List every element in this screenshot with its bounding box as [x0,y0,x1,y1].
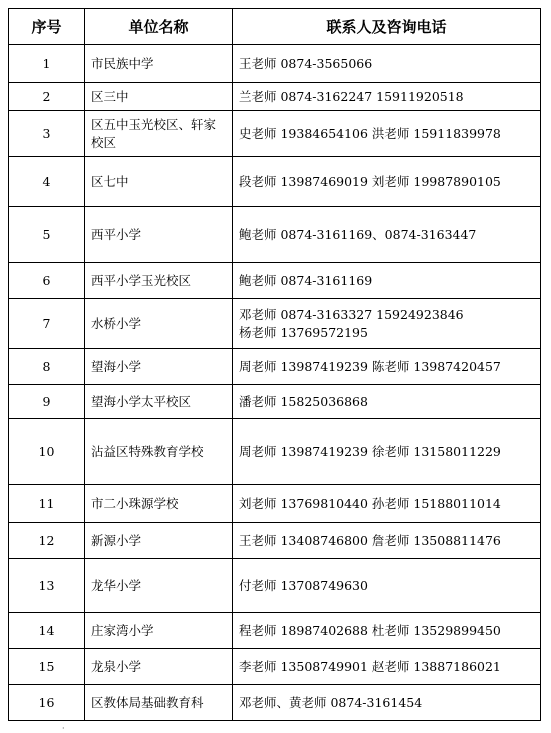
row-index: 15 [9,649,85,685]
row-unit-name: 沾益区特殊教育学校 [85,419,233,485]
row-index: 16 [9,685,85,721]
contact-line: 邓老师 0874-3163327 15924923846 [239,306,464,322]
row-unit-name: 区五中玉光校区、轩家校区 [85,111,233,157]
table-row [9,485,541,523]
table-row [9,419,541,485]
row-index: 7 [9,299,85,349]
header-index: 序号 [9,9,85,45]
row-index: 9 [9,385,85,419]
row-contact [233,349,541,385]
row-unit-name: 西平小学 [85,207,233,263]
contact-line: 李老师 13508749901 赵老师 13887186021 [239,658,501,674]
contact-line: 邓老师、黄老师 0874-3161454 [239,694,423,710]
contact-line: 周老师 13987419239 陈老师 13987420457 [239,358,501,374]
row-unit-name: 望海小学太平校区 [85,385,233,419]
table-row [9,349,541,385]
row-unit-name: 市民族中学 [85,45,233,83]
header-unit: 单位名称 [85,9,233,45]
contact-line: 鲍老师 0874-3161169 [239,272,373,288]
row-contact [233,207,541,263]
page-mark: · [62,724,65,733]
row-contact [233,559,541,613]
row-unit-name: 龙泉小学 [85,649,233,685]
table-row [9,157,541,207]
row-contact [233,263,541,299]
row-index: 1 [9,45,85,83]
row-index: 5 [9,207,85,263]
row-index: 6 [9,263,85,299]
table-row [9,685,541,721]
row-unit-name: 龙华小学 [85,559,233,613]
row-index: 11 [9,485,85,523]
row-unit-name: 区教体局基础教育科 [85,685,233,721]
row-unit-name: 庄家湾小学 [85,613,233,649]
row-index: 13 [9,559,85,613]
row-contact [233,485,541,523]
row-contact [233,45,541,83]
row-contact [233,685,541,721]
contact-line: 王老师 0874-3565066 [239,55,373,71]
row-index: 14 [9,613,85,649]
table-row [9,613,541,649]
contact-table [8,8,541,721]
contact-line: 王老师 13408746800 詹老师 13508811476 [239,532,501,548]
row-unit-name: 区三中 [85,83,233,111]
contact-line: 鲍老师 0874-3161169、0874-3163447 [239,226,477,242]
row-contact [233,83,541,111]
row-unit-name: 区七中 [85,157,233,207]
row-contact [233,523,541,559]
table-row [9,207,541,263]
contact-line: 刘老师 13769810440 孙老师 15188011014 [239,495,501,511]
contact-line: 程老师 18987402688 杜老师 13529899450 [239,622,501,638]
row-contact [233,613,541,649]
table-row [9,385,541,419]
row-contact [233,419,541,485]
table-row [9,649,541,685]
contact-line: 段老师 13987469019 刘老师 19987890105 [239,173,501,189]
contact-line: 潘老师 15825036868 [239,393,368,409]
row-contact [233,111,541,157]
row-index: 2 [9,83,85,111]
contact-line: 兰老师 0874-3162247 15911920518 [239,88,464,104]
row-index: 12 [9,523,85,559]
table-row [9,559,541,613]
row-unit-name: 望海小学 [85,349,233,385]
row-index: 8 [9,349,85,385]
table-row [9,263,541,299]
row-index: 3 [9,111,85,157]
table-body [9,45,541,721]
row-contact [233,385,541,419]
row-contact [233,299,541,349]
table-row [9,111,541,157]
row-unit-name: 西平小学玉光校区 [85,263,233,299]
table-row [9,299,541,349]
row-unit-name: 新源小学 [85,523,233,559]
table-row [9,45,541,83]
contact-line: 杨老师 13769572195 [239,324,368,340]
contact-line: 周老师 13987419239 徐老师 13158011229 [239,443,501,459]
table-row [9,523,541,559]
row-index: 4 [9,157,85,207]
contact-line: 付老师 13708749630 [239,577,368,593]
table-row [9,83,541,111]
row-contact [233,649,541,685]
row-contact [233,157,541,207]
row-index: 10 [9,419,85,485]
row-unit-name: 水桥小学 [85,299,233,349]
contact-line: 史老师 19384654106 洪老师 15911839978 [239,125,501,141]
table-header-row [9,9,541,45]
header-contact: 联系人及咨询电话 [233,9,541,45]
row-unit-name: 市二小珠源学校 [85,485,233,523]
